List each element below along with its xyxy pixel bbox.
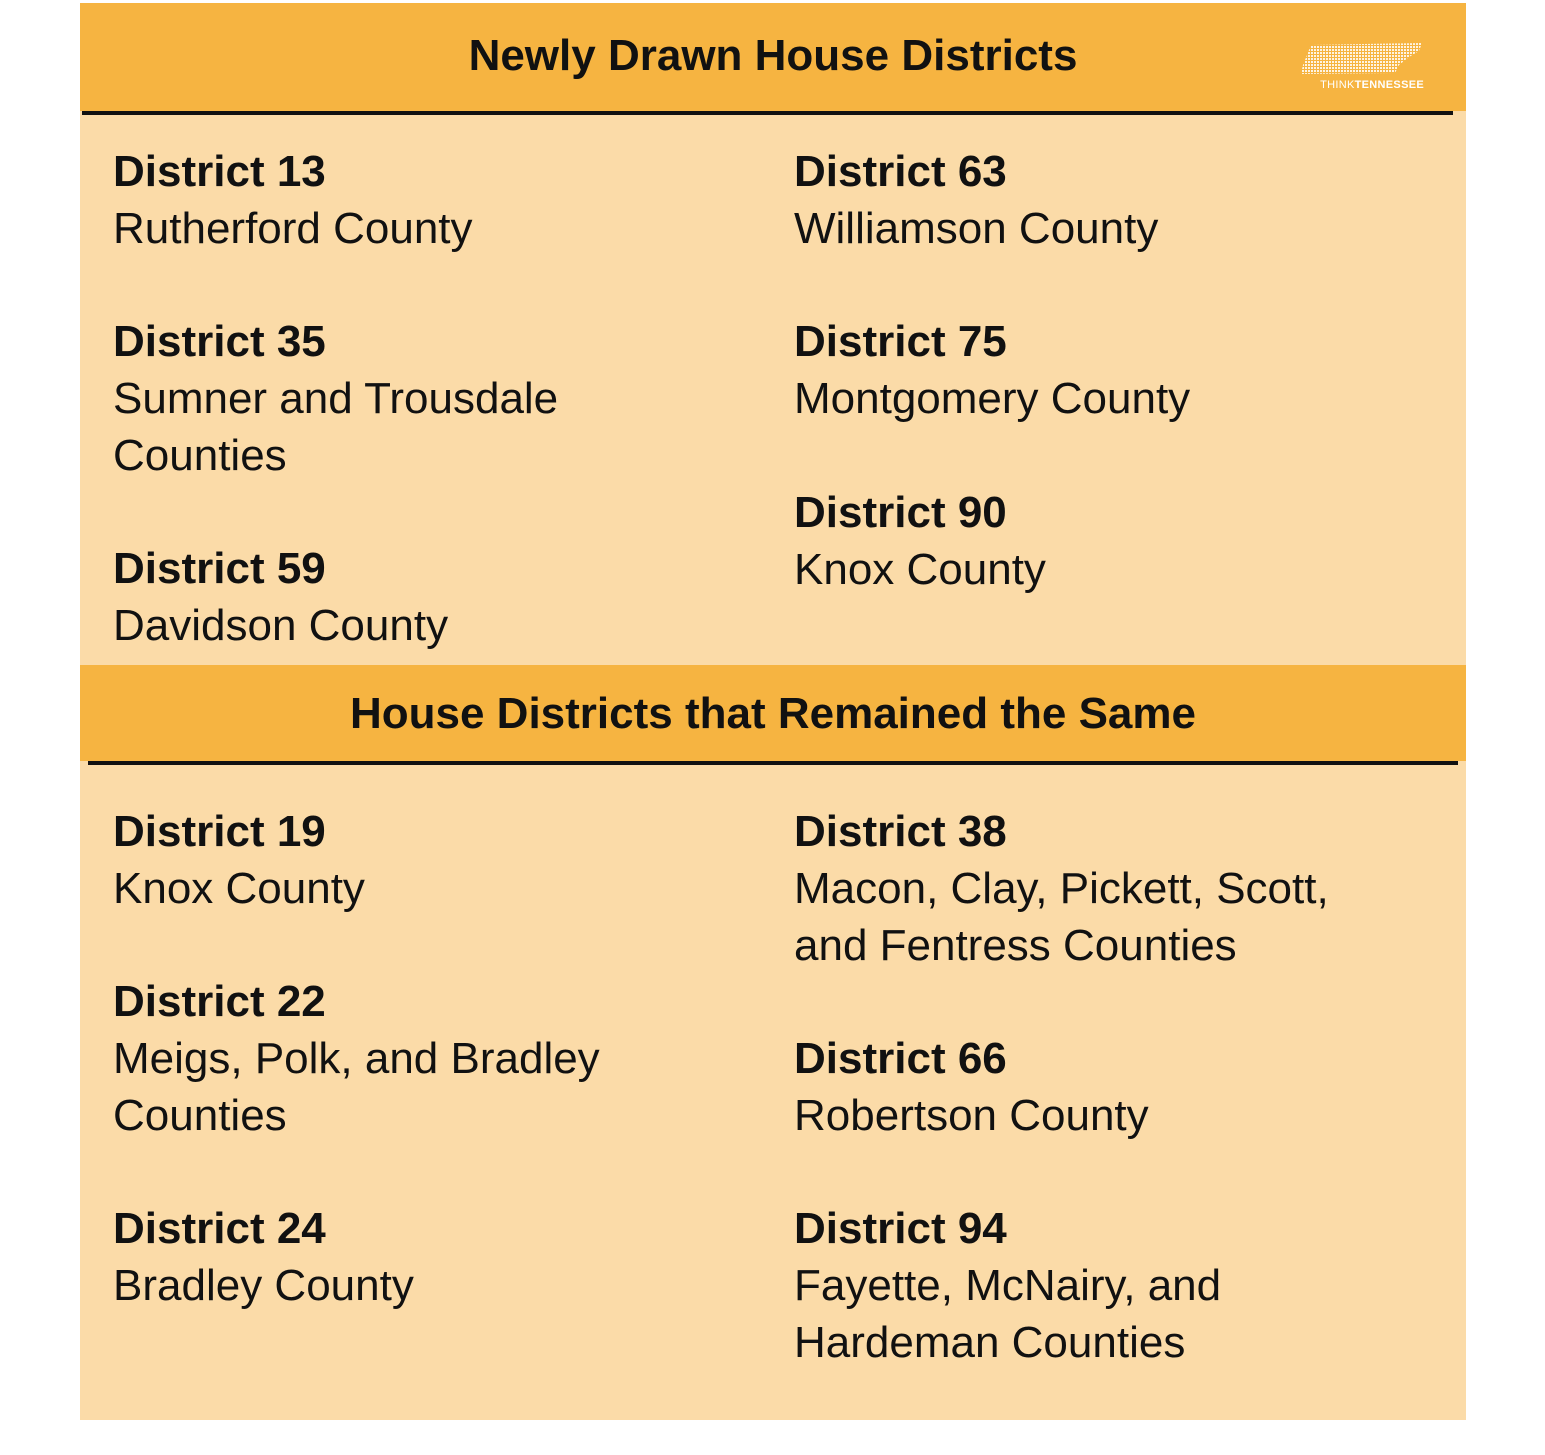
newly-drawn-section (80, 3, 1466, 665)
district-name: District 94 (794, 1204, 1007, 1253)
district-county: Williamson County (794, 204, 1159, 253)
district-entry (113, 143, 713, 257)
district-county: Meigs, Polk, and Bradley Counties (113, 1034, 600, 1140)
section-header (80, 665, 1466, 761)
header-divider (82, 111, 1453, 115)
district-county: Knox County (794, 545, 1046, 594)
district-entry (794, 484, 1394, 598)
district-name: District 66 (794, 1034, 1007, 1083)
district-county: Robertson County (794, 1091, 1149, 1140)
district-name: District 75 (794, 317, 1007, 366)
district-name: District 35 (113, 317, 326, 366)
district-entry (794, 313, 1394, 427)
district-county: Fayette, McNairy, and Hardeman Counties (794, 1261, 1222, 1367)
district-county: Knox County (113, 864, 365, 913)
district-entry (113, 803, 713, 917)
district-county: Davidson County (113, 601, 449, 650)
district-county: Rutherford County (113, 204, 473, 253)
district-entry (113, 973, 673, 1144)
section-header (80, 3, 1466, 111)
tennessee-map-icon (1299, 43, 1424, 75)
district-name: District 38 (794, 807, 1007, 856)
district-name: District 24 (113, 1204, 326, 1253)
district-entry (794, 1200, 1314, 1371)
district-entry (113, 540, 713, 654)
district-name: District 13 (113, 147, 326, 196)
district-entry (794, 1030, 1394, 1144)
district-entry (794, 143, 1394, 257)
section-title: House Districts that Remained the Same (349, 689, 1196, 738)
district-name: District 63 (794, 147, 1007, 196)
district-entry (794, 803, 1404, 974)
logo-wordmark: THINKTENNESSEE (1320, 79, 1424, 91)
district-entry (113, 313, 633, 484)
district-county: Montgomery County (794, 374, 1191, 423)
district-name: District 59 (113, 544, 326, 593)
district-county: Sumner and Trousdale Counties (113, 374, 559, 480)
section-title: Newly Drawn House Districts (468, 31, 1078, 80)
header-divider (88, 761, 1458, 765)
district-county: Macon, Clay, Pickett, Scott, and Fentress Counties (794, 864, 1329, 970)
district-name: District 22 (113, 977, 326, 1026)
think-tennessee-logo (1299, 43, 1424, 91)
district-entry (113, 1200, 713, 1314)
remained-same-section (80, 665, 1466, 1420)
district-county: Bradley County (113, 1261, 414, 1310)
district-name: District 90 (794, 488, 1007, 537)
district-name: District 19 (113, 807, 326, 856)
